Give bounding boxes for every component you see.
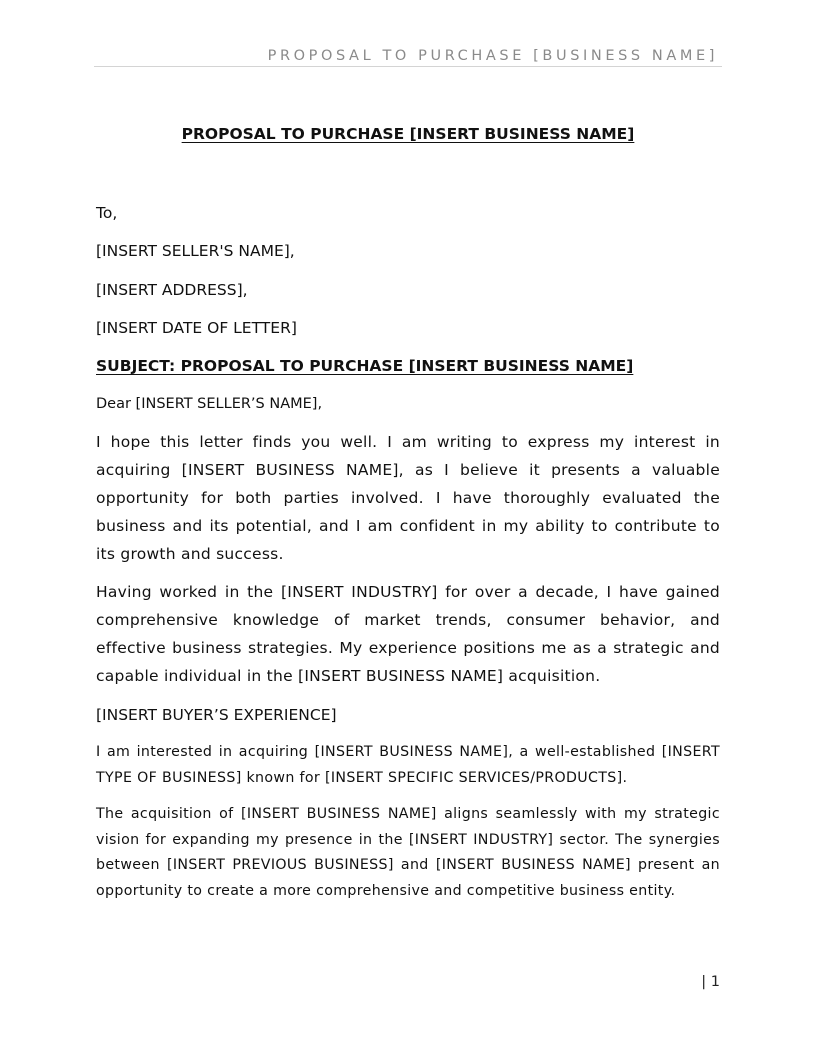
paragraph-intro: I hope this letter finds you well. I am writing to express my interest in acquiring [INSERT BUSINESS NAME], as I believe it presents a valuable opportunity for both parties involved. I have thoroughly evaluated the business and its potential, and I am confident in my ability to contribute to its growth and success. — [96, 433, 720, 563]
letter-date: [INSERT DATE OF LETTER] — [96, 319, 297, 337]
header-divider — [94, 66, 722, 67]
page-number: | 1 — [701, 974, 720, 990]
paragraph-acquisition: The acquisition of [INSERT BUSINESS NAME] aligns seamlessly with my strategic vision for expanding my presence in the [INSERT INDUSTRY] sector. The synergies between [INSERT PREVIOUS BUSINESS] and [INSERT BUSINESS NAME] present an opportunity to create a more comprehensive and competitive business entity. — [96, 806, 720, 899]
recipient-to: To, — [96, 204, 118, 222]
buyer-experience-placeholder: [INSERT BUYER’S EXPERIENCE] — [96, 706, 337, 724]
salutation: Dear [INSERT SELLER’S NAME], — [96, 396, 323, 412]
subject-line: SUBJECT: PROPOSAL TO PURCHASE [INSERT BUSINESS NAME] — [96, 357, 634, 375]
paragraph-interest: I am interested in acquiring [INSERT BUSINESS NAME], a well-established [INSERT TYPE OF BUSINESS] known for [INSERT SPECIFIC SERVICES/PRODUCTS]. — [96, 744, 720, 786]
recipient-address: [INSERT ADDRESS], — [96, 281, 248, 299]
document-title: PROPOSAL TO PURCHASE [INSERT BUSINESS NAME] — [181, 125, 635, 143]
paragraph-experience: Having worked in the [INSERT INDUSTRY] for over a decade, I have gained comprehensive knowledge of market trends, consumer behavior, and effective business strategies. My experience positions me as a strategic and capable individual in the [INSERT BUSINESS NAME] acquisition. — [96, 583, 720, 685]
running-header: PROPOSAL TO PURCHASE [BUSINESS NAME] — [267, 48, 718, 64]
recipient-seller-name: [INSERT SELLER'S NAME], — [96, 242, 295, 260]
